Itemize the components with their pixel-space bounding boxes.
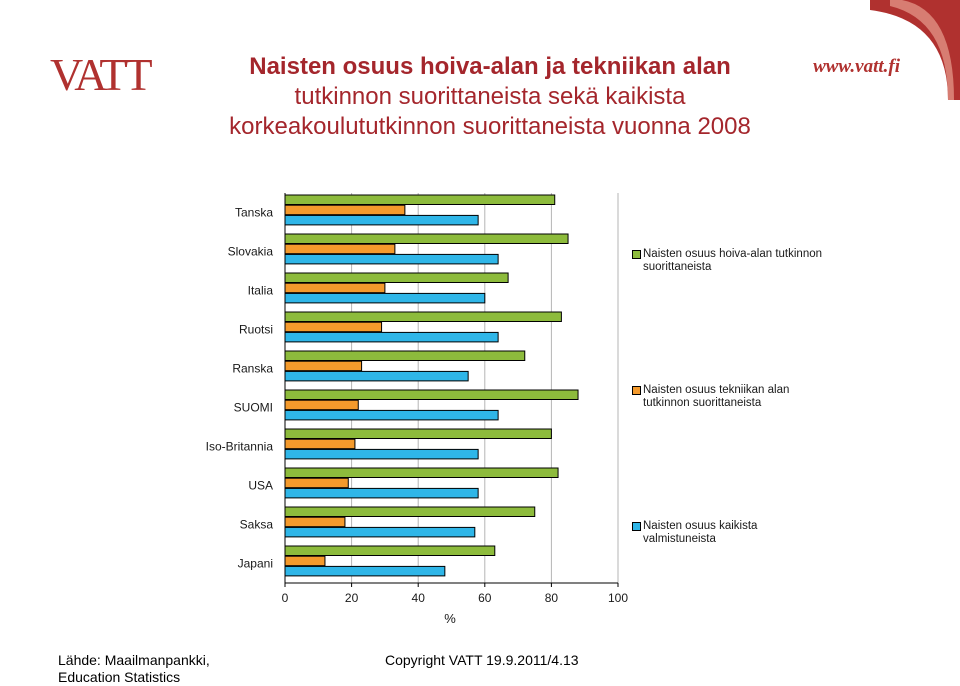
category-label-1: Slovakia	[227, 244, 273, 259]
legend-item-all	[632, 520, 832, 546]
bar-all-7	[285, 488, 478, 498]
bar-care-6	[285, 429, 551, 439]
legend-item-tech	[632, 384, 832, 410]
legend-label-all: Naisten osuus kaikista valmistuneista	[643, 520, 758, 545]
bar-all-0	[285, 215, 478, 225]
category-label-2: Italia	[247, 283, 273, 298]
bar-tech-6	[285, 439, 355, 449]
category-label-9: Japani	[237, 556, 273, 571]
x-tick-label-80: 80	[544, 591, 559, 605]
bar-care-3	[285, 312, 561, 322]
bar-care-7	[285, 468, 558, 478]
bar-tech-1	[285, 244, 395, 254]
bar-all-3	[285, 332, 498, 342]
x-tick-label-20: 20	[344, 591, 359, 605]
bar-tech-5	[285, 400, 358, 410]
bar-tech-8	[285, 517, 345, 527]
bar-care-0	[285, 195, 555, 205]
bar-tech-7	[285, 478, 348, 488]
category-label-5: SUOMI	[233, 400, 273, 415]
category-label-0: Tanska	[234, 205, 273, 220]
bar-care-8	[285, 507, 535, 517]
category-label-4: Ranska	[232, 361, 273, 376]
legend-swatch-care	[632, 250, 641, 259]
bar-tech-0	[285, 205, 405, 215]
bar-all-2	[285, 293, 485, 303]
copyright: Copyright VATT 19.9.2011/4.13	[385, 652, 579, 668]
bar-care-1	[285, 234, 568, 244]
bar-care-9	[285, 546, 495, 556]
x-tick-label-0: 0	[281, 591, 289, 605]
vatt-logo	[50, 49, 160, 104]
legend-label-care: Naisten osuus hoiva-alan tutkinnon suorittaneista	[643, 248, 823, 273]
page-title	[150, 52, 830, 142]
bar-tech-3	[285, 322, 382, 332]
legend-swatch-all	[632, 522, 641, 531]
logo-text: VATT	[50, 49, 150, 100]
category-label-8: Saksa	[239, 517, 273, 532]
bar-tech-9	[285, 556, 325, 566]
bar-all-8	[285, 527, 475, 537]
bar-all-9	[285, 566, 445, 576]
bar-care-2	[285, 273, 508, 283]
category-label-3: Ruotsi	[238, 322, 273, 337]
bar-tech-4	[285, 361, 362, 371]
x-tick-label-100: 100	[607, 591, 629, 605]
x-tick-label-40: 40	[411, 591, 425, 605]
category-label-7: USA	[248, 478, 273, 493]
source-line-1: Lähde: Maailmanpankki,	[58, 652, 210, 668]
bar-all-5	[285, 410, 498, 420]
category-label-6: Iso-Britannia	[205, 439, 273, 454]
corner-decoration	[830, 0, 960, 100]
bar-all-1	[285, 254, 498, 264]
bar-tech-2	[285, 283, 385, 293]
bar-all-4	[285, 371, 468, 381]
legend-item-care	[632, 248, 832, 274]
bar-care-4	[285, 351, 525, 361]
title-line-2: tutkinnon suorittaneista sekä kaikista	[294, 83, 686, 110]
title-line-3: korkeakoulututkinnon suorittaneista vuonna 2008	[229, 113, 751, 140]
bar-care-5	[285, 390, 578, 400]
x-axis-label: %	[444, 611, 456, 626]
x-tick-label-60: 60	[478, 591, 492, 605]
legend-label-tech: Naisten osuus tekniikan alan tutkinnon suorittaneista	[643, 384, 790, 409]
source-line-2: Education Statistics	[58, 669, 181, 685]
legend-swatch-tech	[632, 386, 641, 395]
title-line-1: Naisten osuus hoiva-alan ja tekniikan alan	[249, 53, 731, 80]
bar-all-6	[285, 449, 478, 459]
source-note	[58, 652, 210, 686]
site-url[interactable]: www.vatt.fi	[813, 56, 900, 77]
